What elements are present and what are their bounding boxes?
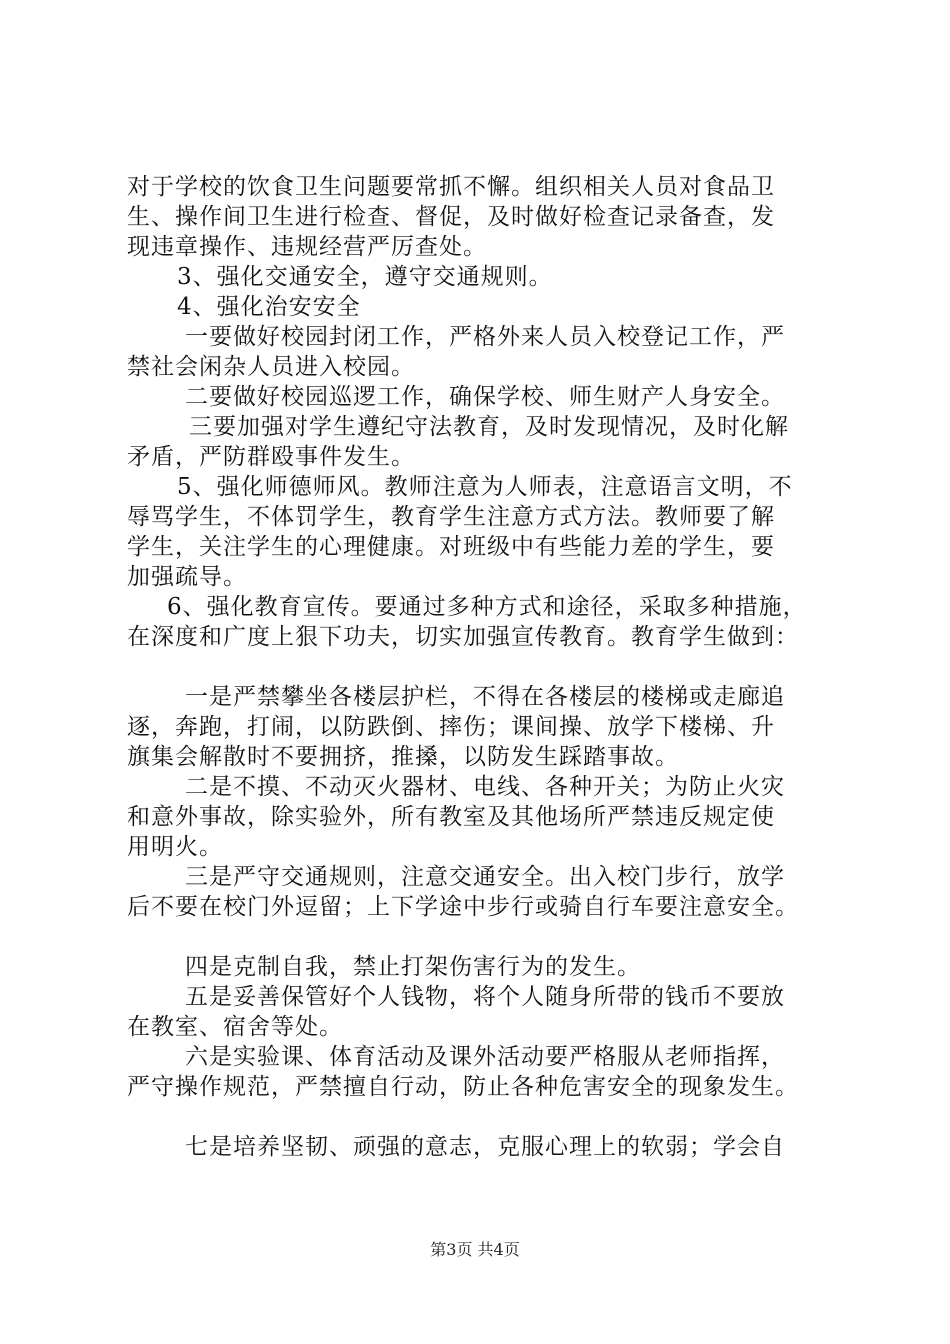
text-line: 在深度和广度上狠下功夫，切实加强宣传教育。教育学生做到：	[127, 624, 799, 650]
text-line: 用明火。	[127, 834, 223, 860]
text-line: 禁社会闲杂人员进入校园。	[127, 354, 415, 380]
text-line: 一要做好校园封闭工作，严格外来人员入校登记工作，严	[185, 324, 785, 350]
text-line: 三要加强对学生遵纪守法教育，及时发现情况，及时化解	[189, 414, 789, 440]
text-line: 三是严守交通规则，注意交通安全。出入校门步行，放学	[185, 864, 785, 890]
text-line: 七是培养坚韧、顽强的意志，克服心理上的软弱；学会自	[185, 1134, 785, 1160]
text-line: 旗集会解散时不要拥挤，推搡，以防发生踩踏事故。	[127, 744, 679, 770]
text-line: 4、强化治安安全	[177, 294, 361, 320]
text-line: 逐，奔跑，打闹，以防跌倒、摔伤；课间操、放学下楼梯、升	[127, 714, 775, 740]
text-line: 二要做好校园巡逻工作，确保学校、师生财产人身安全。	[185, 384, 785, 410]
text-line: 矛盾，严防群殴事件发生。	[127, 444, 415, 470]
text-line: 六是实验课、体育活动及课外活动要严格服从老师指挥，	[185, 1044, 785, 1070]
text-line: 6、强化教育宣传。要通过多种方式和途径，采取多种措施，	[167, 594, 807, 620]
text-line: 一是严禁攀坐各楼层护栏，不得在各楼层的楼梯或走廊追	[185, 684, 785, 710]
text-line: 四是克制自我，禁止打架伤害行为的发生。	[185, 954, 641, 980]
text-line: 现违章操作、违规经营严厉查处。	[127, 234, 487, 260]
text-line: 对于学校的饮食卫生问题要常抓不懈。组织相关人员对食品卫	[127, 174, 775, 200]
text-line: 学生，关注学生的心理健康。对班级中有些能力差的学生，要	[127, 534, 775, 560]
text-line: 二是不摸、不动灭火器材、电线、各种开关；为防止火灾	[185, 774, 785, 800]
text-line: 和意外事故，除实验外，所有教室及其他场所严禁违反规定使	[127, 804, 775, 830]
document-body	[127, 172, 847, 1162]
text-line: 生、操作间卫生进行检查、督促，及时做好检查记录备查，发	[127, 204, 775, 230]
text-line: 3、强化交通安全，遵守交通规则。	[177, 264, 553, 290]
paragraph-gap	[127, 922, 847, 952]
text-line: 辱骂学生，不体罚学生，教育学生注意方式方法。教师要了解	[127, 504, 775, 530]
text-line: 五是妥善保管好个人钱物，将个人随身所带的钱币不要放	[185, 984, 785, 1010]
text-line: 加强疏导。	[127, 564, 247, 590]
paragraph-gap	[127, 652, 847, 682]
paragraph-gap	[127, 1102, 847, 1132]
page-footer: 第3页 共4页	[430, 1240, 520, 1259]
text-line: 5、强化师德师风。教师注意为人师表，注意语言文明，不	[177, 474, 793, 500]
text-line: 在教室、宿舍等处。	[127, 1014, 343, 1040]
text-line: 后不要在校门外逗留；上下学途中步行或骑自行车要注意安全。	[127, 894, 799, 920]
text-line: 严守操作规范，严禁擅自行动，防止各种危害安全的现象发生。	[127, 1074, 799, 1100]
